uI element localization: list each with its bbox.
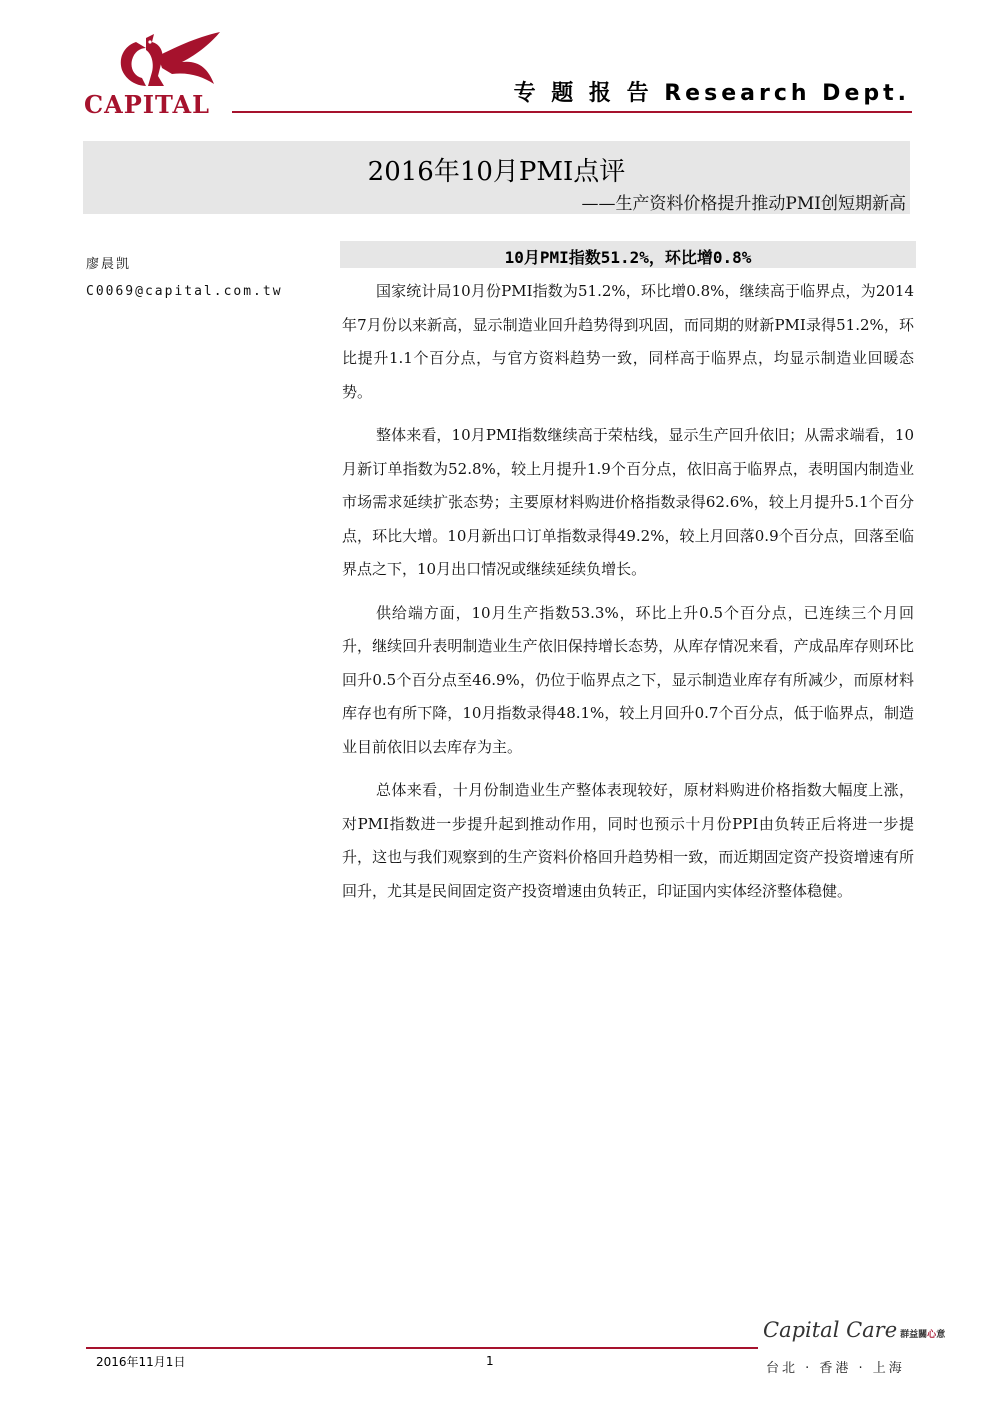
section-heading-band: [340, 241, 916, 268]
body-paragraph: 整体来看，10月PMI指数继续高于荣枯线，显示生产回升依旧；从需求端看，10月新订单指数为52.8%，较上月提升1.9个百分点，依旧高于临界点，表明国内制造业市场需求延续扩张态势；主要原材料购进价格指数录得62.6%，较上月提升5.1个百分点，环比大增。10月新出口订单指数录得49.2%，较上月回落0.9个百分点，回落至临界点之下，10月出口情况或继续延续负增长。: [342, 426, 914, 578]
report-body: [342, 275, 914, 918]
footer-brand: [763, 1318, 945, 1342]
report-type-title: 专 题 报 告 Research Dept.: [513, 81, 910, 106]
logo-wordmark: CAPITAL: [84, 90, 211, 119]
brand-chinese: 群益關心意: [900, 1330, 946, 1340]
body-paragraph: 供给端方面，10月生产指数53.3%，环比上升0.5个百分点，已连续三个月回升，继续回升表明制造业生产依旧保持增长态势，从库存情况来看，产成品库存则环比回升0.5个百分点至46.9%，仍位于临界点之下，显示制造业库存有所减少，而原材料库存也有所下降，10月指数录得48.1%，较上月回升0.7个百分点，低于临界点，制造业目前依旧以去库存为主。: [342, 603, 914, 756]
body-paragraph: 总体来看，十月份制造业生产整体表现较好，原材料购进价格指数大幅度上涨，对PMI指数进一步提升起到推动作用，同时也预示十月份PPI由负转正后将进一步提升，这也与我们观察到的生产资料价格回升趋势相一致，而近期固定资产投资增速有所回升，尤其是民间固定资产投资增速由负转正，印证国内实体经济整体稳健。: [342, 781, 914, 900]
report-subtitle: ——生产资料价格提升推动PMI创短期新高: [581, 194, 906, 214]
body-paragraph: 国家统计局10月份PMI指数为51.2%，环比增0.8%，继续高于临界点，为2014年7月份以来新高，显示制造业回升趋势得到巩固，而同期的财新PMI录得51.2%，环比提升1.1个百分点，与官方资料趋势一致，同样高于临界点，均显示制造业回暖态势。: [342, 282, 914, 401]
brand-slogan: Capital Care: [763, 1318, 898, 1342]
report-title: 2016年10月PMI点评: [367, 157, 626, 187]
header-divider: [232, 111, 912, 113]
footer-date: 2016年11月1日: [96, 1355, 186, 1369]
page-number: 1: [486, 1354, 494, 1368]
company-logo: [84, 28, 236, 124]
eagle-logo-icon: [102, 28, 226, 90]
author-name: 廖晨凯: [86, 257, 132, 272]
footer-cities: 台北 · 香港 · 上海: [766, 1361, 905, 1376]
author-email[interactable]: C0069@capital.com.tw: [86, 284, 283, 299]
title-band: [83, 141, 910, 214]
section-heading: 10月PMI指数51.2%，环比增0.8%: [504, 248, 752, 267]
footer-divider: [86, 1347, 758, 1349]
